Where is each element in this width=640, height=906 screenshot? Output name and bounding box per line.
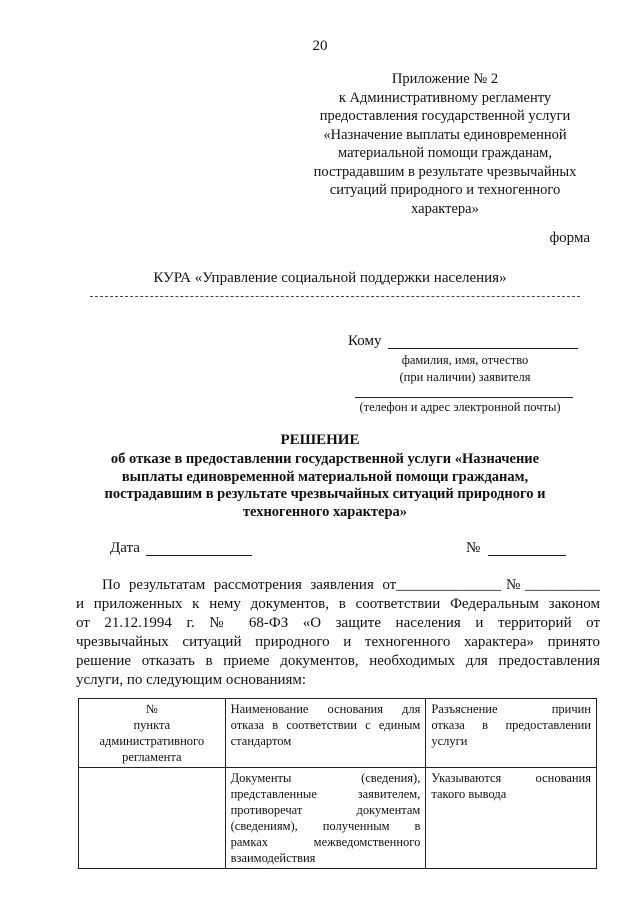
decision-subtitle-line: пострадавшим в результате чрезвычайных ситуаций природного и <box>104 486 546 502</box>
recipient-hint <box>340 352 590 386</box>
body-line: и приложенных к нему документов, в соответствии Федеральным законом <box>76 596 600 612</box>
appendix-line: пострадавшим в результате чрезвычайных <box>313 163 577 180</box>
decision-subtitle-line: техногенного характера» <box>242 503 408 520</box>
organization-underline <box>90 296 580 297</box>
header-regulation-item <box>79 699 226 768</box>
cell-line: представленные заявителем, <box>230 787 421 801</box>
recipient-label: Кому <box>348 333 382 349</box>
date-label: Дата <box>110 540 140 556</box>
header-explanation <box>426 699 597 768</box>
cell-line: взаимодействия <box>230 851 316 865</box>
number-blank[interactable] <box>488 555 566 556</box>
appendix-line: предоставления государственной услуги <box>319 108 571 124</box>
body-paragraph <box>76 576 600 690</box>
cell-ground-name <box>225 768 426 869</box>
cell-line: (сведениям), полученным в <box>230 819 421 833</box>
appendix-line: к Административному регламенту <box>338 89 552 106</box>
appendix-line: ситуаций природного и техногенного <box>329 182 561 198</box>
appendix-line: характера» <box>411 200 479 217</box>
organization-name: КУРА «Управление социальной поддержки населения» <box>153 270 507 286</box>
header-line: административного <box>99 734 205 748</box>
appendix-line: «Назначение выплаты единовременной <box>323 126 567 143</box>
decision-subtitle <box>80 451 570 521</box>
body-line: услуги, по следующим основаниям: <box>76 672 307 688</box>
cell-line: рамках межведомственного <box>230 835 421 849</box>
appendix-line: материальной помощи гражданам, <box>338 145 552 161</box>
decision-subtitle-line: выплаты единовременной материальной помощи гражданам, <box>121 468 529 485</box>
cell-explanation <box>426 768 597 869</box>
header-line: отказа в предоставлении <box>431 718 591 732</box>
recipient-contact-hint: (телефон и адрес электронной почты) <box>359 400 561 414</box>
table-header-row <box>79 699 597 768</box>
decision-title: РЕШЕНИЕ <box>280 432 360 448</box>
cell-line: противоречат документам <box>230 803 421 817</box>
header-line: регламента <box>122 750 182 764</box>
header-line: отказа в соответствии с единым <box>230 718 421 732</box>
decision-subtitle-line: об отказе в предоставлении государственной услуги «Назначение <box>110 451 540 467</box>
header-line: Наименование основания для <box>230 702 421 716</box>
header-line: пункта <box>133 718 171 732</box>
header-line: услуги <box>431 734 468 748</box>
body-line: решение отказать в приеме документов, необходимых для предоставления <box>76 653 600 669</box>
recipient-name-blank[interactable] <box>388 348 578 349</box>
grounds-table <box>78 698 597 869</box>
cell-line: такого вывода <box>431 787 507 801</box>
body-line: По результатам рассмотрения заявления от______________№__________ <box>102 577 600 593</box>
appendix-header <box>300 70 590 218</box>
header-line: Разъяснение причин <box>431 702 591 716</box>
body-line: чрезвычайных ситуаций природного и техногенного характера» принято <box>76 634 600 650</box>
page-number: 20 <box>312 38 328 54</box>
header-line: № <box>145 702 158 716</box>
header-line: стандартом <box>230 734 292 748</box>
cell-regulation-item <box>79 768 226 869</box>
recipient-contact-blank[interactable] <box>355 397 573 398</box>
number-label: № <box>466 540 481 556</box>
cell-line: Указываются основания <box>431 771 591 785</box>
form-label: форма <box>549 230 590 246</box>
header-ground-name <box>225 699 426 768</box>
body-line: от 21.12.1994 г. № 68-ФЗ «О защите населения и территорий от <box>76 615 600 631</box>
date-blank[interactable] <box>146 555 252 556</box>
table-row <box>79 768 597 869</box>
appendix-line: Приложение № 2 <box>391 71 499 87</box>
recipient-hint-line: (при наличии) заявителя <box>399 370 531 384</box>
recipient-hint-line: фамилия, имя, отчество <box>401 353 529 367</box>
cell-line: Документы (сведения), <box>230 771 421 785</box>
